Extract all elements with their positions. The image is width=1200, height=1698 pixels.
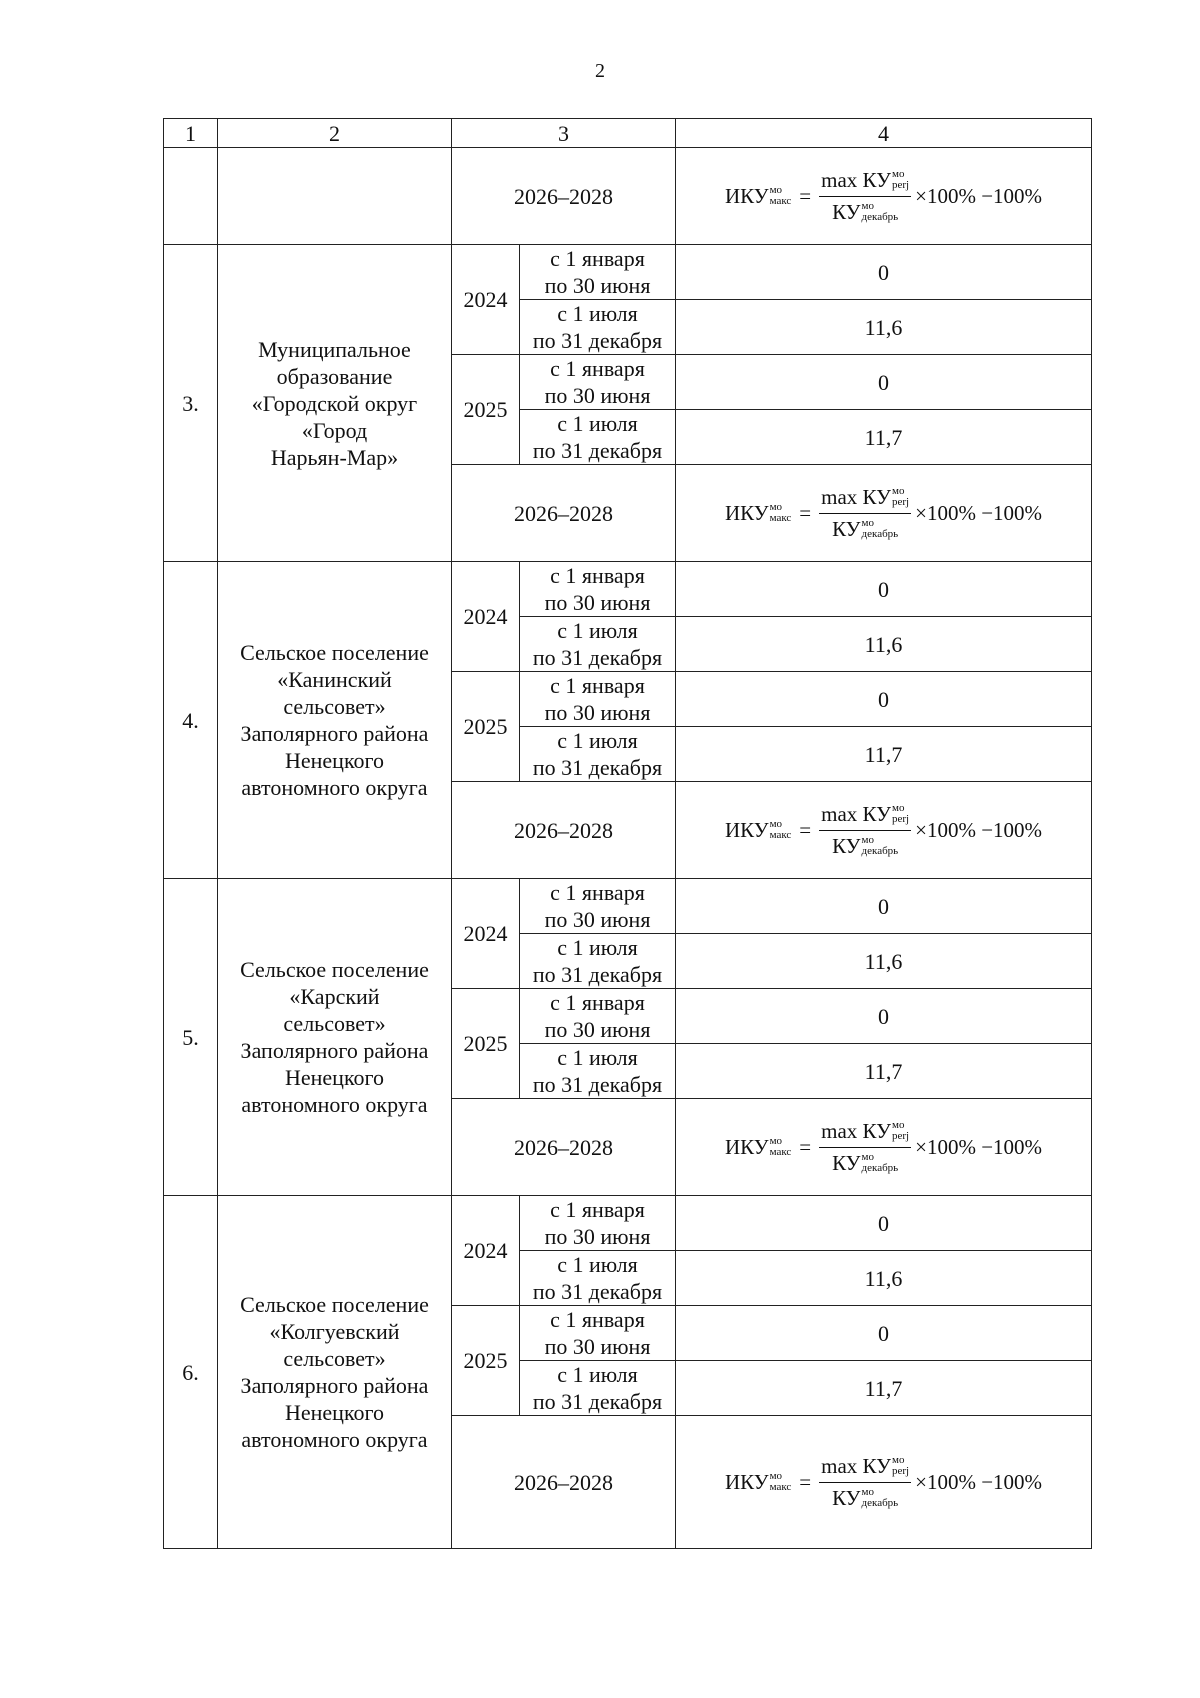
formula-num-sup: мо [892, 1119, 905, 1131]
period-line: по 30 июня [544, 383, 651, 408]
continuation-row [164, 148, 1092, 245]
period-line: с 1 января [550, 563, 645, 588]
formula-lhs-sup: мо [769, 184, 783, 196]
municipality-name-line: автономного округа [241, 1427, 428, 1452]
formula-den-indices [862, 518, 899, 540]
formula-tail: ×100% −100% [915, 500, 1043, 525]
year-cell: 2025 [452, 355, 520, 465]
value-cell: 11,7 [676, 727, 1092, 782]
value-cell: 11,7 [676, 1044, 1092, 1099]
formula-lhs-symbol: ИКУ [724, 1469, 769, 1494]
formula [724, 1453, 1043, 1510]
period-line: по 31 декабря [532, 1389, 663, 1414]
formula [724, 167, 1043, 224]
formula-num-indices [892, 803, 909, 825]
formula-den-sub: декабрь [861, 528, 899, 540]
formula-denominator [832, 1148, 898, 1177]
period-line: по 30 июня [544, 590, 651, 615]
municipality-name-line: Заполярного района [240, 1038, 429, 1063]
value-cell: 0 [676, 672, 1092, 727]
table-row [164, 245, 1092, 300]
formula-numerator [819, 801, 911, 831]
formula-num-sub: perj [892, 1130, 910, 1142]
continuation-num-cell [164, 148, 218, 245]
period-line: с 1 января [550, 1307, 645, 1332]
formula-lhs [725, 1134, 791, 1161]
municipality-name-line: автономного округа [241, 775, 428, 800]
formula-expression [725, 484, 1042, 543]
formula-denominator [832, 831, 898, 860]
formula-lhs-sup: мо [769, 818, 783, 830]
formula-den-indices [862, 1152, 899, 1174]
municipality-name-line: образование [276, 363, 393, 389]
table-body [164, 119, 1092, 1549]
value-cell: 0 [676, 1196, 1092, 1251]
period-line: по 30 июня [544, 700, 651, 725]
period-cell [520, 355, 676, 410]
formula-lhs-symbol: ИКУ [724, 1134, 769, 1159]
period-line: с 1 января [550, 246, 645, 271]
formula-cell [676, 782, 1092, 879]
year-cell: 2025 [452, 989, 520, 1099]
formula-lhs-sub: макс [769, 1481, 792, 1493]
formula-fraction [819, 801, 911, 860]
formula-num-symbol: max КУ [821, 1453, 892, 1478]
year-cell: 2024 [452, 562, 520, 672]
formula-numerator [819, 1453, 911, 1483]
formula-lhs-sub: макс [769, 195, 792, 207]
period-line: по 31 декабря [532, 1072, 663, 1097]
period-line: с 1 июля [557, 1252, 638, 1277]
formula-numerator [819, 167, 911, 197]
formula-num-sub: perj [892, 813, 910, 825]
period-cell [520, 989, 676, 1044]
formula-denominator [832, 1483, 898, 1512]
formula [724, 801, 1043, 858]
formula-fraction [819, 167, 911, 226]
municipality-name-line: Заполярного района [240, 721, 429, 746]
formula-tail: ×100% −100% [915, 183, 1043, 208]
period-cell [520, 1306, 676, 1361]
formula-tail: ×100% −100% [915, 1469, 1043, 1494]
year-cell: 2024 [452, 879, 520, 989]
formula-den-indices [862, 201, 899, 223]
municipality-name-cell [218, 245, 452, 562]
formula-num-symbol: max КУ [821, 484, 892, 509]
formula-lhs-sub: макс [769, 829, 792, 841]
period-line: по 31 декабря [532, 438, 663, 463]
header-row [164, 119, 1092, 148]
municipality-name-line: Муниципальное [258, 336, 411, 362]
period-cell [520, 1044, 676, 1099]
period-cell [520, 617, 676, 672]
formula-den-sup: мо [861, 834, 874, 846]
formula-num-indices [892, 1455, 909, 1477]
header-col-3: 3 [452, 119, 676, 148]
municipality-name-line: Сельское поселение [240, 1292, 429, 1317]
value-cell: 11,7 [676, 410, 1092, 465]
formula-den-symbol: КУ [832, 1485, 861, 1510]
formula-lhs-indices [770, 1471, 792, 1493]
year-range-cell: 2026–2028 [452, 148, 676, 245]
formula-num-sup: мо [892, 485, 905, 497]
formula-den-sup: мо [861, 1151, 874, 1163]
row-number-cell: 4. [164, 562, 218, 879]
period-line: по 30 июня [544, 273, 651, 298]
formula-num-sub: perj [892, 179, 910, 191]
year-cell: 2025 [452, 1306, 520, 1416]
formula-cell [676, 1416, 1092, 1549]
municipality-name-line: сельсовет» [283, 694, 386, 719]
value-cell: 0 [676, 562, 1092, 617]
value-cell: 11,7 [676, 1361, 1092, 1416]
year-cell: 2025 [452, 672, 520, 782]
formula-num-indices [892, 169, 909, 191]
formula-den-sub: декабрь [861, 211, 899, 223]
value-cell: 0 [676, 1306, 1092, 1361]
formula-num-sup: мо [892, 168, 905, 180]
period-line: с 1 января [550, 880, 645, 905]
period-line: по 30 июня [544, 1017, 651, 1042]
formula-lhs-indices [770, 819, 792, 841]
year-cell: 2024 [452, 245, 520, 355]
formula-lhs-indices [770, 1136, 792, 1158]
period-line: по 31 декабря [532, 1279, 663, 1304]
formula-expression [725, 801, 1042, 860]
period-line: по 30 июня [544, 1334, 651, 1359]
header-col-1: 1 [164, 119, 218, 148]
year-range-cell: 2026–2028 [452, 1099, 676, 1196]
municipality-name-line: Сельское поселение [240, 957, 429, 982]
formula-num-symbol: max КУ [821, 167, 892, 192]
formula-equals: = [799, 183, 812, 208]
period-line: по 31 декабря [532, 328, 663, 353]
formula-num-indices [892, 486, 909, 508]
row-number-cell: 5. [164, 879, 218, 1196]
table-row [164, 562, 1092, 617]
page-number: 2 [595, 60, 605, 82]
period-line: с 1 июля [557, 728, 638, 753]
header-col-2: 2 [218, 119, 452, 148]
period-cell [520, 562, 676, 617]
municipality-name-cell [218, 562, 452, 879]
period-line: по 31 декабря [532, 645, 663, 670]
formula-numerator [819, 1118, 911, 1148]
formula-lhs [725, 183, 791, 210]
period-cell [520, 410, 676, 465]
tariff-table [163, 118, 1092, 1549]
formula-lhs-indices [770, 502, 792, 524]
municipality-name-line: Ненецкого [284, 748, 384, 773]
formula-lhs [725, 817, 791, 844]
formula-den-symbol: КУ [832, 516, 861, 541]
municipality-name-line: «Канинский [277, 667, 392, 692]
row-number-cell: 6. [164, 1196, 218, 1549]
municipality-name-line: сельсовет» [283, 1011, 386, 1036]
formula-fraction [819, 1453, 911, 1512]
year-range-cell: 2026–2028 [452, 782, 676, 879]
value-cell: 0 [676, 879, 1092, 934]
formula-num-sub: perj [892, 1465, 910, 1477]
municipality-name-cell [218, 1196, 452, 1549]
municipality-name-line: «Карский [289, 984, 380, 1009]
table-row [164, 879, 1092, 934]
value-cell: 11,6 [676, 617, 1092, 672]
period-line: по 30 июня [544, 907, 651, 932]
period-cell [520, 1251, 676, 1306]
formula-lhs-sub: макс [769, 512, 792, 524]
formula-num-sup: мо [892, 802, 905, 814]
formula-den-sup: мо [861, 1486, 874, 1498]
municipality-name-line: «Колгуевский [269, 1319, 400, 1344]
period-line: с 1 июля [557, 935, 638, 960]
formula-equals: = [799, 1134, 812, 1159]
formula-num-indices [892, 1120, 909, 1142]
year-cell: 2024 [452, 1196, 520, 1306]
formula-equals: = [799, 500, 812, 525]
municipality-name-line: Заполярного района [240, 1373, 429, 1398]
period-line: по 31 декабря [532, 962, 663, 987]
municipality-name-line: «Городской округ [251, 390, 418, 416]
period-line: с 1 января [550, 1197, 645, 1222]
value-cell: 11,6 [676, 1251, 1092, 1306]
period-line: с 1 января [550, 990, 645, 1015]
formula-fraction [819, 484, 911, 543]
period-line: с 1 июля [557, 618, 638, 643]
municipality-name-line: Сельское поселение [240, 640, 429, 665]
value-cell: 0 [676, 989, 1092, 1044]
formula [724, 484, 1043, 541]
formula-den-indices [862, 835, 899, 857]
period-cell [520, 300, 676, 355]
formula-expression [725, 1453, 1042, 1512]
municipality-name-line: Ненецкого [284, 1400, 384, 1425]
formula-equals: = [799, 1469, 812, 1494]
row-number-cell: 3. [164, 245, 218, 562]
municipality-name-line: «Город [301, 417, 368, 443]
formula-den-symbol: КУ [832, 1150, 861, 1175]
formula-lhs-sup: мо [769, 1470, 783, 1482]
formula-den-symbol: КУ [832, 199, 861, 224]
formula-tail: ×100% −100% [915, 817, 1043, 842]
formula-expression [725, 1118, 1042, 1177]
formula-num-sub: perj [892, 496, 910, 508]
municipality-name-line: Нарьян-Мар» [270, 444, 399, 470]
formula-cell [676, 148, 1092, 245]
period-line: по 31 декабря [532, 755, 663, 780]
formula-lhs-sub: макс [769, 1146, 792, 1158]
continuation-name-cell [218, 148, 452, 245]
formula-num-sup: мо [892, 1454, 905, 1466]
municipality-name-line: Ненецкого [284, 1065, 384, 1090]
value-cell: 11,6 [676, 300, 1092, 355]
municipality-name-cell [218, 879, 452, 1196]
period-line: с 1 июля [557, 1362, 638, 1387]
formula-lhs-symbol: ИКУ [724, 817, 769, 842]
period-cell [520, 934, 676, 989]
formula-den-symbol: КУ [832, 833, 861, 858]
period-line: с 1 января [550, 673, 645, 698]
period-line: с 1 июля [557, 1045, 638, 1070]
period-cell [520, 1196, 676, 1251]
formula-lhs-sup: мо [769, 1135, 783, 1147]
formula-equals: = [799, 817, 812, 842]
period-cell [520, 672, 676, 727]
formula [724, 1118, 1043, 1175]
formula-num-symbol: max КУ [821, 1118, 892, 1143]
period-line: с 1 января [550, 356, 645, 381]
year-range-cell: 2026–2028 [452, 465, 676, 562]
formula-lhs-indices [770, 185, 792, 207]
formula-den-sub: декабрь [861, 1162, 899, 1174]
year-range-cell: 2026–2028 [452, 1416, 676, 1549]
period-line: с 1 июля [557, 301, 638, 326]
period-cell [520, 879, 676, 934]
table-row [164, 1196, 1092, 1251]
period-cell [520, 245, 676, 300]
period-line: по 30 июня [544, 1224, 651, 1249]
formula-den-sup: мо [861, 200, 874, 212]
formula-tail: ×100% −100% [915, 1134, 1043, 1159]
period-cell [520, 727, 676, 782]
formula-den-sub: декабрь [861, 1497, 899, 1509]
value-cell: 0 [676, 355, 1092, 410]
value-cell: 11,6 [676, 934, 1092, 989]
value-cell: 0 [676, 245, 1092, 300]
formula-numerator [819, 484, 911, 514]
municipality-name-line: автономного округа [241, 1092, 428, 1117]
formula-denominator [832, 197, 898, 226]
municipality-name-line: сельсовет» [283, 1346, 386, 1371]
formula-den-indices [862, 1487, 899, 1509]
period-line: с 1 июля [557, 411, 638, 436]
formula-denominator [832, 514, 898, 543]
formula-den-sup: мо [861, 517, 874, 529]
formula-fraction [819, 1118, 911, 1177]
formula-lhs [725, 1469, 791, 1496]
formula-cell [676, 465, 1092, 562]
formula-lhs-symbol: ИКУ [724, 183, 769, 208]
formula-cell [676, 1099, 1092, 1196]
formula-lhs [725, 500, 791, 527]
period-cell [520, 1361, 676, 1416]
formula-den-sub: декабрь [861, 845, 899, 857]
formula-expression [725, 167, 1042, 226]
formula-lhs-symbol: ИКУ [724, 500, 769, 525]
formula-num-symbol: max КУ [821, 801, 892, 826]
header-col-4: 4 [676, 119, 1092, 148]
formula-lhs-sup: мо [769, 501, 783, 513]
